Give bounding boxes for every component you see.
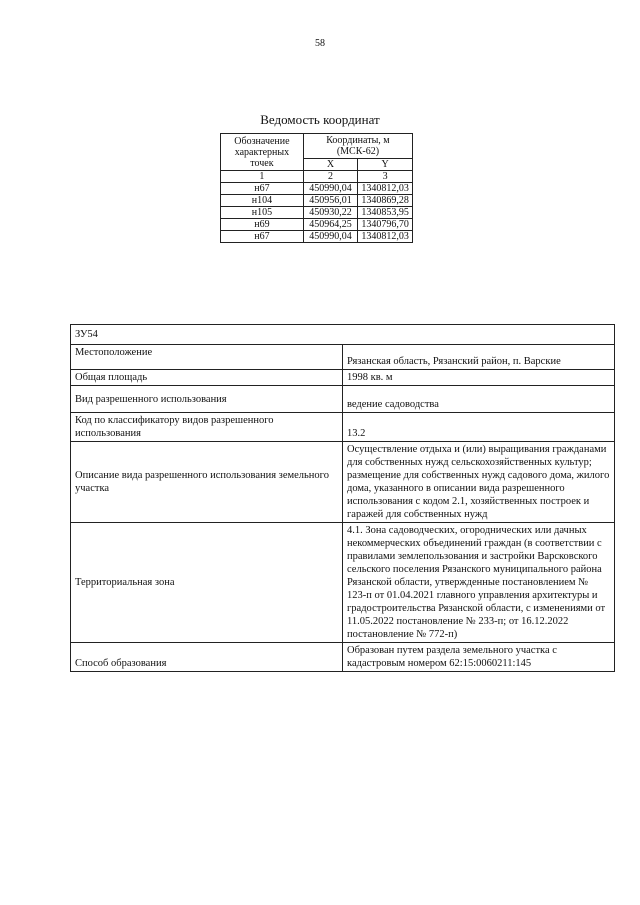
area-row — [71, 370, 615, 386]
index-cell: 3 — [358, 171, 413, 183]
index-cell: 2 — [303, 171, 357, 183]
code-value: 13.2 — [343, 413, 615, 442]
point-cell: н67 — [221, 183, 304, 195]
code-label: Код по классификатору видов разрешенного использования — [71, 413, 343, 442]
use-label: Вид разрешенного использования — [71, 386, 343, 413]
point-cell: н105 — [221, 207, 304, 219]
land-plot-table — [70, 324, 615, 672]
y-column-header: Y — [358, 159, 413, 171]
y-cell: 1340812,03 — [358, 231, 413, 243]
point-cell: н67 — [221, 231, 304, 243]
y-cell: 1340796,70 — [358, 219, 413, 231]
plot-id: ЗУ54 — [71, 325, 615, 345]
table-row — [221, 195, 413, 207]
description-row — [71, 442, 615, 523]
area-value: 1998 кв. м — [343, 370, 615, 386]
coordinates-title: Ведомость координат — [260, 112, 380, 127]
table-row — [221, 231, 413, 243]
y-cell: 1340812,03 — [358, 183, 413, 195]
location-label: Местоположение — [71, 345, 343, 370]
point-cell: н104 — [221, 195, 304, 207]
table-row — [221, 183, 413, 195]
use-row — [71, 386, 615, 413]
coordinates-table — [220, 133, 413, 243]
method-row — [71, 643, 615, 672]
use-value: ведение садоводства — [343, 386, 615, 413]
point-column-header: Обозначение характерных точек — [221, 134, 304, 171]
plot-id-row — [71, 325, 615, 345]
method-value: Образован путем раздела земельного участка с кадастровым номером 62:15:0060211:145 — [343, 643, 615, 672]
x-cell: 450990,04 — [303, 231, 357, 243]
coordinates-column-header: Координаты, м (МСК-62) — [303, 134, 412, 159]
y-cell: 1340853,95 — [358, 207, 413, 219]
x-cell: 450930,22 — [303, 207, 357, 219]
index-cell: 1 — [221, 171, 304, 183]
x-cell: 450964,25 — [303, 219, 357, 231]
y-cell: 1340869,28 — [358, 195, 413, 207]
table-row — [221, 219, 413, 231]
x-cell: 450990,04 — [303, 183, 357, 195]
zone-value: 4.1. Зона садоводческих, огороднических или дачных некоммерческих объединений граждан (в соответствии с правилами землепользования и застройки Варсковского сельского поселения Рязанского муниципального района Рязанской области, утвержденные постановлением № 123-п от 01.04.2021 главного управления архитектуры и градостроительства Рязанской области, с изменениями от 11.05.2022 постановление № 233-п; от 16.12.2022 постановление № 772-п) — [343, 523, 615, 643]
index-row — [221, 171, 413, 183]
coordinates-header-row — [221, 134, 413, 159]
method-label: Способ образования — [71, 643, 343, 672]
code-row — [71, 413, 615, 442]
description-label: Описание вида разрешенного использования земельного участка — [71, 442, 343, 523]
location-value: Рязанская область, Рязанский район, п. Варские — [343, 345, 615, 370]
location-row — [71, 345, 615, 370]
zone-label: Территориальная зона — [71, 523, 343, 643]
x-column-header: X — [303, 159, 357, 171]
description-value: Осуществление отдыха и (или) выращивания гражданами для собственных нужд сельскохозяйственных культур; размещение для собственных нужд садового дома, жилого дома, указанного в описании вида разрешенного использования с кодом 2.1, хозяйственных построек и гаражей для собственных нужд — [343, 442, 615, 523]
table-row — [221, 207, 413, 219]
point-cell: н69 — [221, 219, 304, 231]
x-cell: 450956,01 — [303, 195, 357, 207]
page-number: 58 — [315, 38, 325, 49]
area-label: Общая площадь — [71, 370, 343, 386]
zone-row — [71, 523, 615, 643]
